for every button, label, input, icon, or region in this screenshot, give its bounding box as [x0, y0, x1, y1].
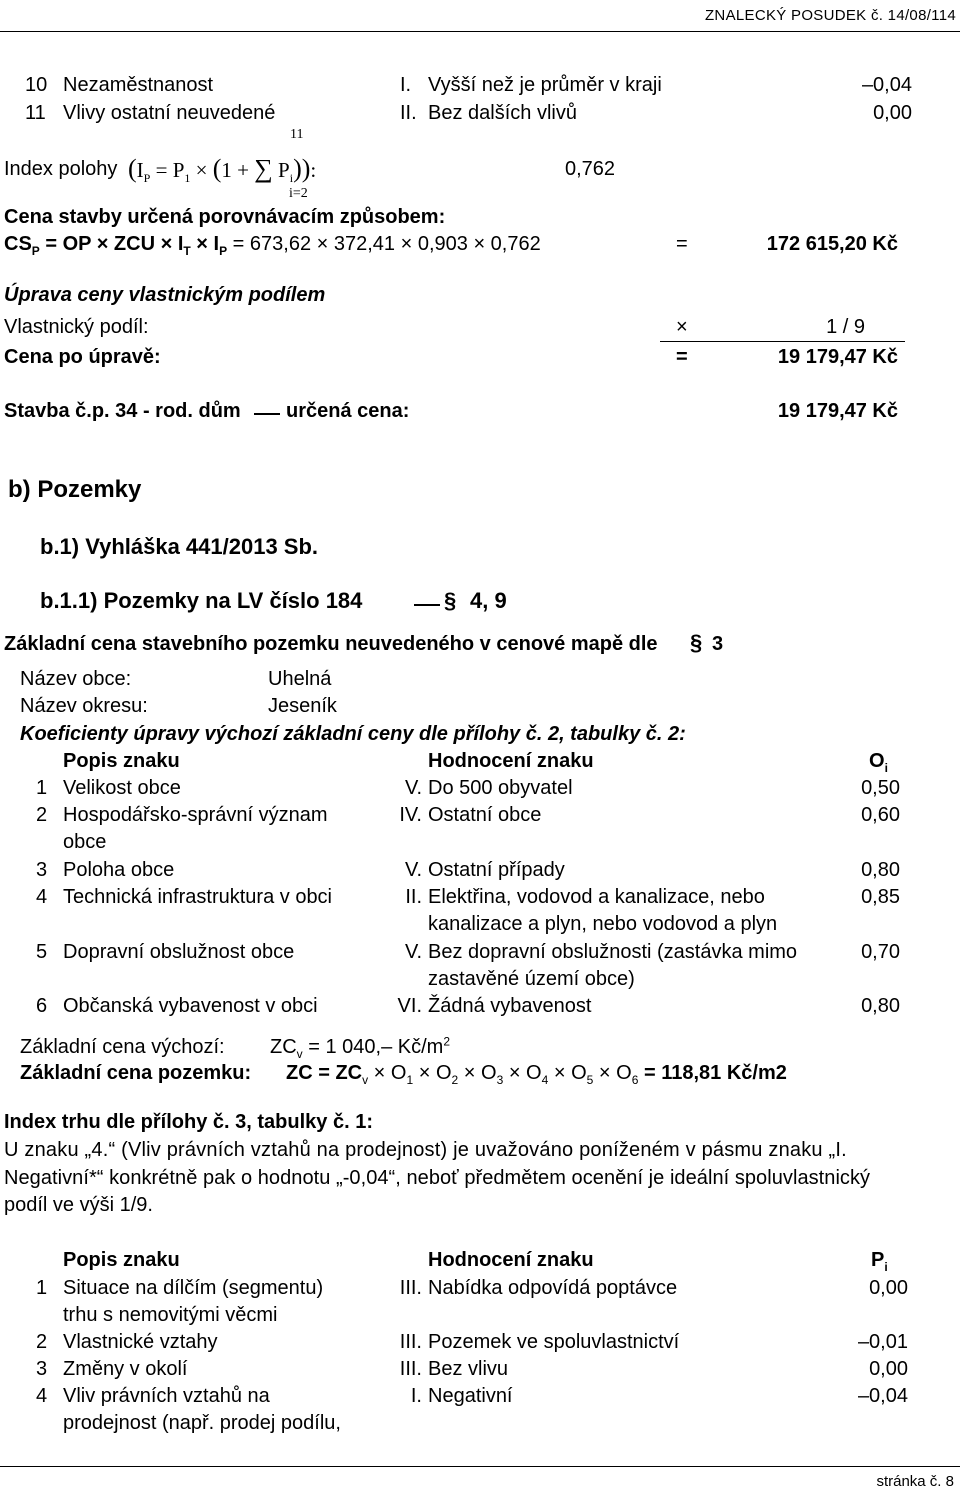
table1-row-label: Technická infrastruktura v obci	[63, 886, 333, 908]
row-10-value: –0,04	[861, 74, 912, 96]
table2-row-no: 3	[36, 1358, 48, 1380]
table2-row-grade: III.	[399, 1277, 422, 1299]
zc-pozemku-formula: ZC = $ZC_v \times O_1 \times O_2 \times O_3 \times O_4 \times O_5 \times O_6 = 118,81$ Kč/m2	[286, 1062, 787, 1087]
section-icon: §	[444, 588, 457, 613]
o-coefficient-term: × $O_1$	[368, 1062, 414, 1087]
cena-stavby-result: 172 615,20 Kč	[766, 233, 898, 255]
zakladni-cena-ref: 3	[712, 633, 724, 655]
cena-po-uprave-eq: =	[676, 346, 688, 368]
table1-row-no: 6	[36, 995, 48, 1017]
table2-row-no: 1	[36, 1277, 48, 1299]
o-coefficient-term: × $O_3$	[458, 1062, 504, 1087]
okres-label: Název okresu:	[20, 695, 148, 717]
podil-rule	[660, 341, 905, 342]
table1-row-label: Poloha obce	[63, 859, 175, 881]
lv-dash	[414, 604, 440, 606]
stavba-dash	[254, 413, 280, 415]
o-coefficient-term: × $O_2$	[413, 1062, 459, 1087]
table1-row-desc: kanalizace a plyn, nebo vodovod a plyn	[428, 913, 778, 935]
row-10-no: 10	[25, 74, 48, 96]
row-11-value: 0,00	[873, 102, 912, 124]
table2-row-grade: I.	[410, 1385, 422, 1407]
index-trhu-heading: Index trhu dle přílohy č. 3, tabulky č. 1:	[4, 1111, 373, 1133]
table1-row-no: 3	[36, 859, 48, 881]
podil-label: Vlastnický podíl:	[4, 316, 149, 338]
table2-row-desc: Nabídka odpovídá poptávce	[428, 1277, 678, 1299]
table1-row-value: 0,80	[861, 859, 900, 881]
okres-value: Jeseník	[268, 695, 337, 717]
table1-row-grade: II.	[405, 886, 422, 908]
table2-row-grade: III.	[399, 1331, 422, 1353]
koeficienty-heading: Koeficienty úpravy výchozí základní ceny dle přílohy č. 2, tabulky č. 2:	[20, 723, 686, 745]
podil-op: ×	[676, 316, 688, 338]
pozemky-lv-heading: b.1.1) Pozemky na LV číslo 184	[40, 588, 363, 613]
table1-row-desc: Do 500 obyvatel	[428, 777, 573, 799]
header-rule	[0, 31, 960, 32]
table2-row-desc: Negativní	[428, 1385, 513, 1407]
cena-po-uprave-value: 19 179,47 Kč	[777, 346, 898, 368]
sum-upper-limit: 11	[290, 127, 304, 142]
row-11-label: Vlivy ostatní neuvedené	[63, 102, 276, 124]
table2-row-label: Vliv právních vztahů na	[63, 1385, 270, 1407]
table1-row-desc: zastavěné území obce)	[428, 968, 635, 990]
stavba-value: 19 179,47 Kč	[777, 400, 898, 422]
table1-row-value: 0,70	[861, 941, 900, 963]
stavba-label-2: určená cena:	[286, 400, 410, 422]
table2-row-value: –0,04	[857, 1385, 908, 1407]
index-trhu-para-2: Negativní*“ konkrétně pak o hodnotu „-0,04“, neboť předmětem ocenění je ideální spoluvlastnický	[4, 1167, 871, 1189]
table1-row-value: 0,50	[861, 777, 900, 799]
obec-label: Název obce:	[20, 668, 132, 690]
table1-row-label: Hospodářsko-správní význam	[63, 804, 328, 826]
obec-value: Uhelná	[268, 668, 332, 690]
index-trhu-para-1: U znaku „4.“ (Vliv právních vztahů na prodejnost) je uvažováno poníženém v pásmu znaku „I.	[4, 1139, 847, 1161]
row-11-desc: Bez dalších vlivů	[428, 102, 577, 124]
table2-row-desc: Pozemek ve spoluvlastnictví	[428, 1331, 680, 1353]
pozemky-lv-parcels: 4, 9	[470, 588, 507, 613]
table1-row-label: Dopravní obslužnost obce	[63, 941, 295, 963]
cena-stavby-heading: Cena stavby určená porovnávacím způsobem:	[4, 206, 446, 228]
section-icon: §	[690, 630, 703, 655]
table1-row-desc: Ostatní obce	[428, 804, 542, 826]
o-coefficient-term: × $O_5$	[548, 1062, 594, 1087]
cena-stavby-formula: $CS_P$ = OP × ZCU × $I_T \times I_P = 673,62 \times 372,41 \times 0,903 \times 0,762$	[4, 233, 541, 258]
table1-row-no: 1	[36, 777, 48, 799]
table1-row-label: obce	[63, 831, 107, 853]
o-coefficient-term: × $O_6$	[593, 1062, 639, 1087]
table1-row-grade: V.	[404, 941, 422, 963]
zakladni-cena-heading: Základní cena stavebního pozemku neuvedeného v cenové mapě dle	[4, 633, 658, 655]
row-10-grade: I.	[400, 74, 412, 96]
table1-row-grade: VI.	[397, 995, 422, 1017]
table1-row-value: 0,80	[861, 995, 900, 1017]
zc-vychozi-label: Základní cena výchozí:	[20, 1036, 225, 1058]
cena-stavby-eq: =	[676, 233, 688, 255]
table2-row-no: 2	[36, 1331, 48, 1353]
table2-row-no: 4	[36, 1385, 48, 1407]
table2-row-label: prodejnost (např. prodej podílu,	[63, 1412, 341, 1434]
table1-row-desc: Elektřina, vodovod a kanalizace, nebo	[428, 886, 765, 908]
row-10-label: Nezaměstnanost	[63, 74, 214, 96]
o-coefficient-term: × $O_4$	[503, 1062, 549, 1087]
row-11-no: 11	[25, 102, 46, 124]
table1-row-desc: Žádná vybavenost	[428, 995, 592, 1017]
table1-row-desc: Ostatní případy	[428, 859, 565, 881]
index-polohy-label: Index polohy	[4, 158, 118, 180]
page-header: ZNALECKÝ POSUDEK č. 14/08/114	[704, 7, 956, 24]
table2-row-label: Změny v okolí	[63, 1358, 188, 1380]
sum-lower-limit: i=2	[289, 186, 308, 201]
table2-row-desc: Bez vlivu	[428, 1358, 509, 1380]
table1-row-value: 0,60	[861, 804, 900, 826]
pozemky-heading: b) Pozemky	[8, 476, 142, 503]
table2-row-value: 0,00	[869, 1358, 908, 1380]
table1-row-no: 2	[36, 804, 48, 826]
table2-row-value: –0,01	[857, 1331, 908, 1353]
table1-row-label: Občanská vybavenost v obci	[63, 995, 318, 1017]
table2-row-grade: III.	[399, 1358, 422, 1380]
zc-vychozi-formula: $ZC_v = 1$ 040,– $Kč/m^2$	[270, 1034, 450, 1061]
sigma-icon: ∑	[254, 154, 273, 183]
table1-row-no: 4	[36, 886, 48, 908]
table1-row-value: 0,85	[861, 886, 900, 908]
table2-row-value: 0,00	[869, 1277, 908, 1299]
table1-row-no: 5	[36, 941, 48, 963]
table1-row-grade: V.	[404, 859, 422, 881]
table2-row-label: trhu s nemovitými věcmi	[63, 1304, 278, 1326]
footer-rule	[0, 1466, 960, 1467]
table1-header-popis: Popis znaku	[63, 750, 180, 772]
table2-row-label: Vlastnické vztahy	[63, 1331, 218, 1353]
index-trhu-para-3: podíl ve výši 1/9.	[4, 1194, 153, 1216]
table2-header-coef: $P_i$	[871, 1249, 888, 1274]
index-polohy-value: 0,762	[565, 158, 616, 180]
table1-row-grade: V.	[404, 777, 422, 799]
table1-row-desc: Bez dopravní obslužnosti (zastávka mimo	[428, 941, 798, 963]
zc-pozemku-label: Základní cena pozemku:	[20, 1062, 252, 1084]
row-11-grade: II.	[400, 102, 417, 124]
podil-value: 1 / 9	[826, 316, 865, 338]
table1-header-hodnoceni: Hodnocení znaku	[428, 750, 594, 772]
page-number: stránka č. 8	[876, 1473, 954, 1490]
row-10-desc: Vyšší než je průměr v kraji	[428, 74, 662, 96]
table1-header-coef: $O_i$	[869, 750, 888, 775]
stavba-label: Stavba č.p. 34 - rod. dům	[4, 400, 241, 422]
table2-header-hodnoceni: Hodnocení znaku	[428, 1249, 594, 1271]
cena-po-uprave-label: Cena po úpravě:	[4, 346, 161, 368]
table1-row-label: Velikost obce	[63, 777, 181, 799]
table2-row-label: Situace na dílčím (segmentu)	[63, 1277, 324, 1299]
table2-header-popis: Popis znaku	[63, 1249, 180, 1271]
index-polohy-formula: ($I_P = P_1 \times (1$ + ∑ $P_i$)):	[128, 154, 317, 186]
vyhlaska-heading: b.1) Vyhláška 441/2013 Sb.	[40, 534, 319, 559]
uprava-heading: Úprava ceny vlastnickým podílem	[4, 284, 326, 306]
table1-row-grade: IV.	[399, 804, 422, 826]
